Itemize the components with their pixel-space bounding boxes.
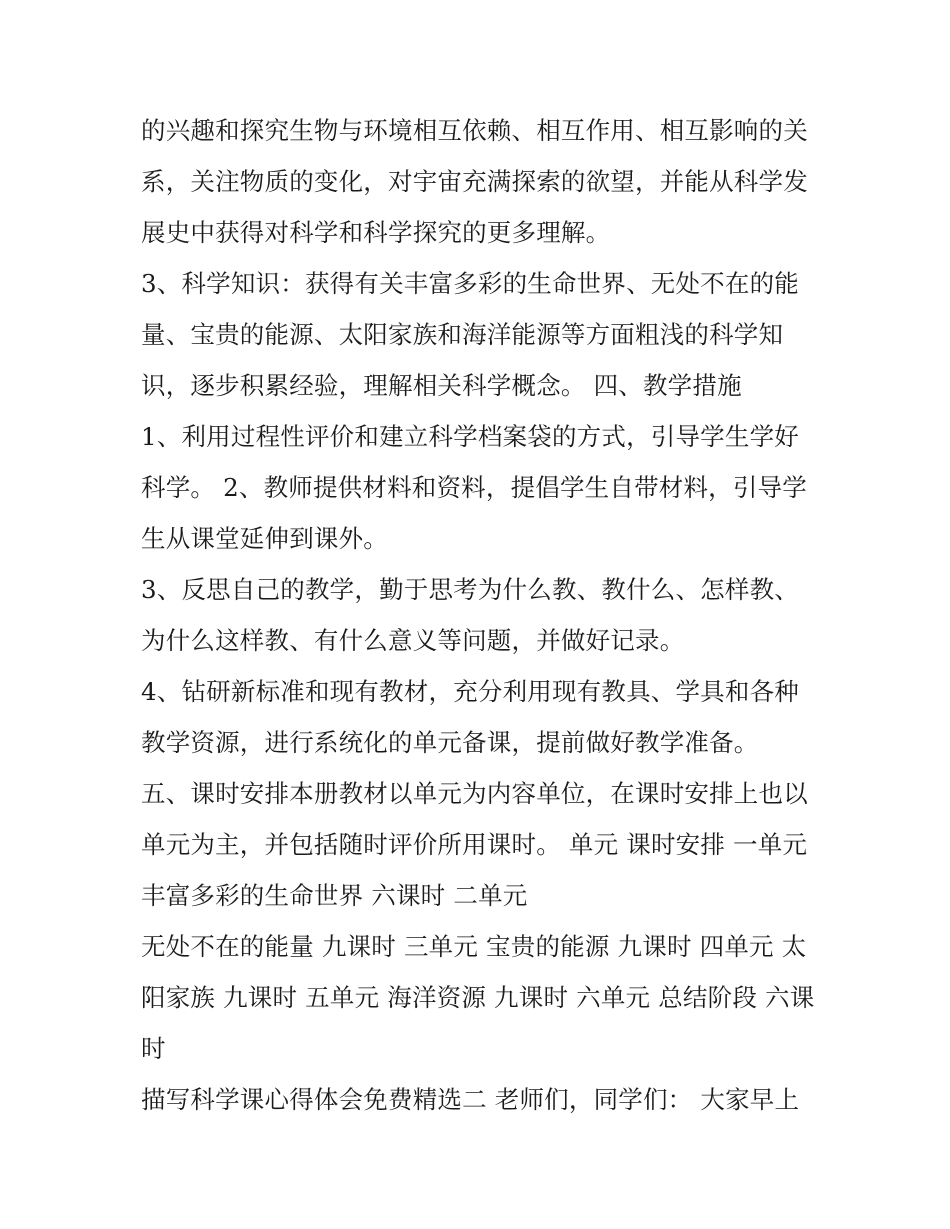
text-line: 科学。 2、教师提供材料和资料，提倡学生自带材料，引导学 (141, 473, 807, 502)
text-line: 生从课堂延伸到课外。 (141, 524, 388, 553)
text-line: 系，关注物质的变化，对宇宙充满探索的欲望，并能从科学发 (141, 167, 808, 196)
text-line: 无处不在的能量 九课时 三单元 宝贵的能源 九课时 四单元 太 (141, 932, 807, 961)
text-line: 丰富多彩的生命世界 六课时 二单元 (141, 881, 528, 910)
text-line: 时 (141, 1034, 166, 1063)
text-line: 的兴趣和探究生物与环境相互依赖、相互作用、相互影响的关 (141, 116, 808, 145)
text-line: 展史中获得对科学和科学探究的更多理解。 (141, 218, 611, 247)
text-line: 4、钻研新标准和现有教材，充分利用现有教具、学具和各种 (141, 677, 799, 706)
text-line: 识，逐步积累经验，理解相关科学概念。 四、教学措施 (141, 371, 742, 400)
text-line: 单元为主，并包括随时评价所用课时。 单元 课时安排 一单元 (141, 830, 808, 859)
text-line: 为什么这样教、有什么意义等问题，并做好记录。 (141, 626, 685, 655)
text-line: 阳家族 九课时 五单元 海洋资源 九课时 六单元 总结阶段 六课 (141, 983, 815, 1012)
text-line: 描写科学课心得体会免费精选二 老师们，同学们： 大家早上 (141, 1085, 800, 1114)
text-line: 教学资源，进行系统化的单元备课，提前做好教学准备。 (141, 728, 759, 757)
text-line: 3、反思自己的教学，勤于思考为什么教、教什么、怎样教、 (141, 575, 799, 604)
text-line: 3、科学知识：获得有关丰富多彩的生命世界、无处不在的能 (141, 269, 799, 298)
document-body (141, 105, 821, 1125)
text-line: 量、宝贵的能源、太阳家族和海洋能源等方面粗浅的科学知 (141, 320, 784, 349)
text-line: 1、利用过程性评价和建立科学档案袋的方式，引导学生学好 (141, 422, 799, 451)
text-line: 五、课时安排本册教材以单元为内容单位，在课时安排上也以 (141, 779, 808, 808)
